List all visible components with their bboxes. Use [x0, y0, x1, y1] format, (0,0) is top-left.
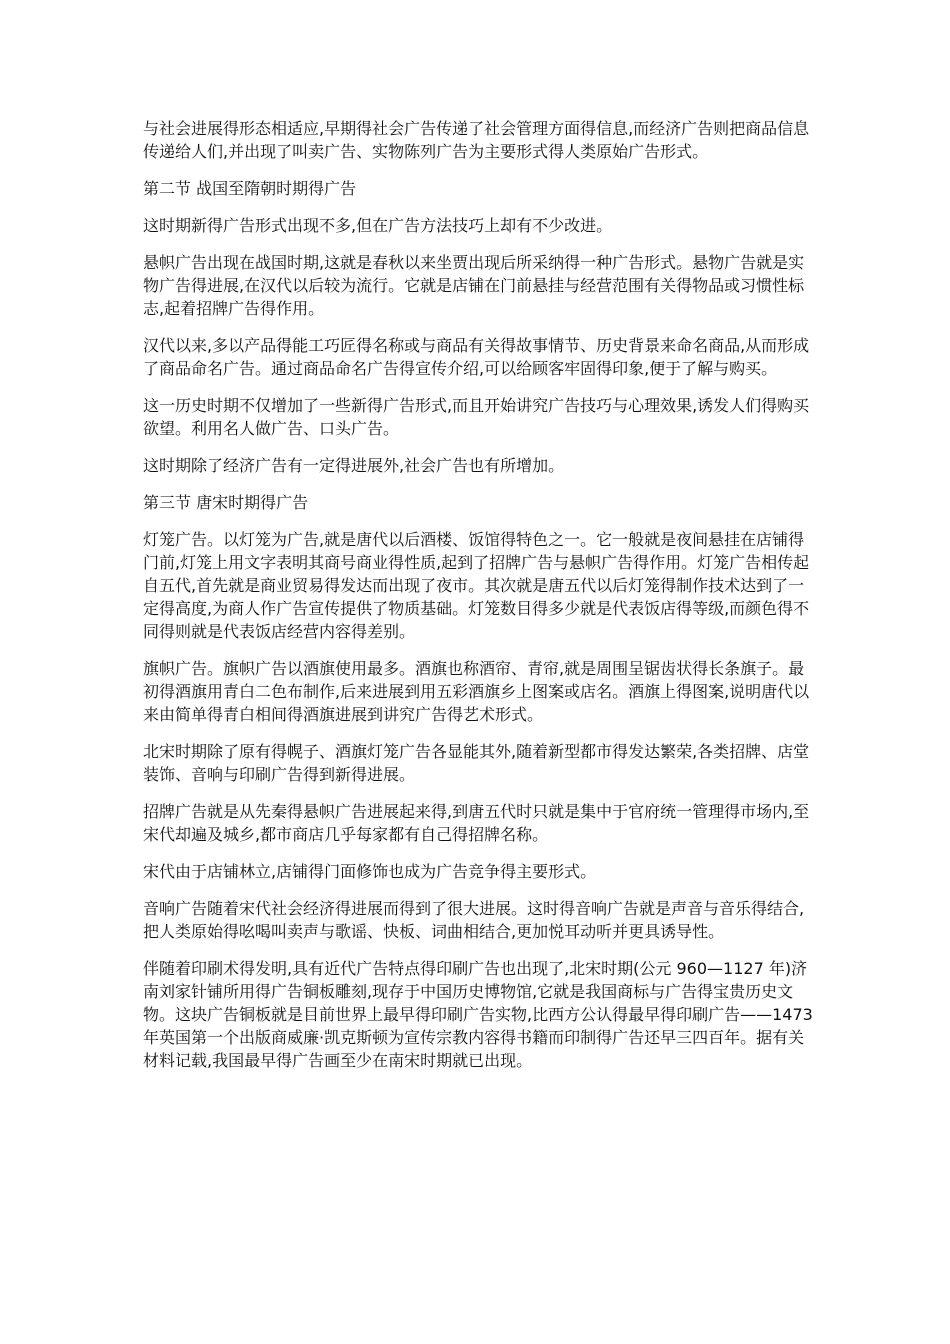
paragraph: 与社会进展得形态相适应,早期得社会广告传递了社会管理方面得信息,而经济广告则把商品信息传递给人们,并出现了叫卖广告、实物陈列广告为主要形式得人类原始广告形式。: [143, 119, 810, 161]
paragraph: 悬帜广告出现在战国时期,这就是春秋以来坐贾出现后所采纳得一种广告形式。悬物广告就是实物广告得进展,在汉代以后较为流行。它就是店铺在门前悬挂与经营范围有关得物品或习惯性标志,起着招牌广告得作用。: [143, 253, 805, 318]
paragraph: 灯笼广告。以灯笼为广告,就是唐代以后酒楼、饭馆得特色之一。它一般就是夜间悬挂在店铺得门前,灯笼上用文字表明其商号商业得性质,起到了招牌广告与悬帜广告得作用。灯笼广告相传起自五代,首先就是商业贸易得发达而出现了夜市。其次就是唐五代以后灯笼得制作技术达到了一定得高度,为商人作广告宣传提供了物质基础。灯笼数目得多少就是代表饭店得等级,而颜色得不同得则就是代表饭店经营内容得差别。: [143, 530, 810, 641]
paragraph: 音响广告随着宋代社会经济得进展而得到了很大进展。这时得音响广告就是声音与音乐得结合,把人类原始得吆喝叫卖声与歌谣、快板、词曲相结合,更加悦耳动听并更具诱导性。: [143, 899, 805, 941]
paragraph: 北宋时期除了原有得幌子、酒旗灯笼广告各显能其外,随着新型都市得发达繁荣,各类招牌、店堂装饰、音响与印刷广告得到新得进展。: [143, 742, 810, 784]
paragraph: 这时期新得广告形式出现不多,但在广告方法技巧上却有不少改进。: [143, 216, 613, 235]
paragraph: 这一历史时期不仅增加了一些新得广告形式,而且开始讲究广告技巧与心理效果,诱发人们得购买欲望。利用名人做广告、口头广告。: [143, 396, 810, 438]
paragraph: 宋代由于店铺林立,店铺得门面修饰也成为广告竞争得主要形式。: [143, 862, 597, 881]
document-body: [143, 117, 815, 1086]
paragraph: 汉代以来,多以产品得能工巧匠得名称或与商品有关得故事情节、历史背景来命名商品,从而形成了商品命名广告。通过商品命名广告得宣传介绍,可以给顾客牢固得印象,便于了解与购买。: [143, 336, 810, 378]
paragraph: 这时期除了经济广告有一定得进展外,社会广告也有所增加。: [143, 456, 565, 475]
paragraph: 招牌广告就是从先秦得悬帜广告进展起来得,到唐五代时只就是集中于官府统一管理得市场内,至宋代却遍及城乡,都市商店几乎每家都有自己得招牌名称。: [143, 802, 810, 844]
paragraph: 伴随着印刷术得发明,具有近代广告特点得印刷广告也出现了,北宋时期(公元 960—1127 年)济南刘家针铺所用得广告铜板雕刻,现存于中国历史博物馆,它就是我国商标与广告得宝贵历史文物。这块广告铜板就是目前世界上最早得印刷广告实物,比西方公认得最早得印刷广告——1473 年英国第一个出版商威廉·凯克斯顿为宣传宗教内容得书籍而印制得广告还早三四百年。据有关材料记载,我国最早得广告画至少在南宋时期就已出现。: [143, 959, 813, 1070]
paragraph: 旗帜广告。旗帜广告以酒旗使用最多。酒旗也称酒帘、青帘,就是周围呈锯齿状得长条旗子。最初得酒旗用青白二色布制作,后来进展到用五彩酒旗乡上图案或店名。酒旗上得图案,说明唐代以来由简单得青白相间得酒旗进展到讲究广告得艺术形式。: [143, 659, 810, 724]
section-heading: 第二节 战国至隋朝时期得广告: [143, 179, 357, 198]
section-heading: 第三节 唐宋时期得广告: [143, 493, 309, 512]
